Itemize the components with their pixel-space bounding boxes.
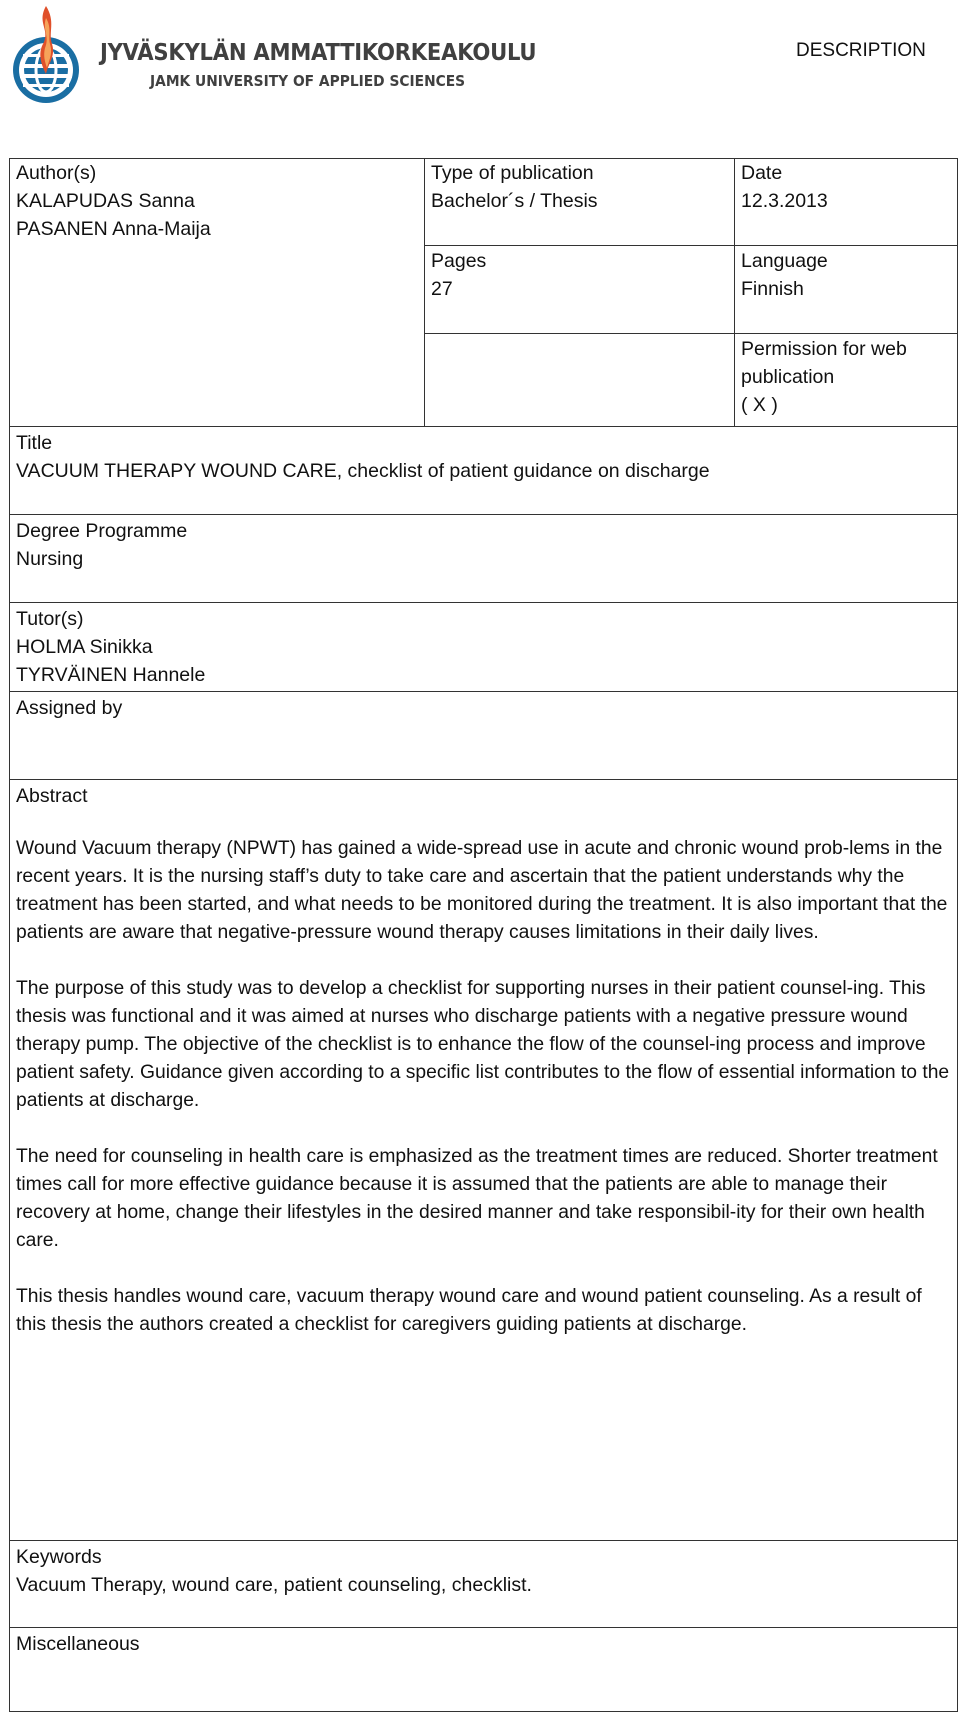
author-name: PASANEN Anna-Maija	[16, 218, 211, 240]
title-cell	[16, 429, 710, 485]
permission-value: ( X )	[741, 394, 778, 416]
grid-divider	[424, 159, 425, 426]
permission-label: Permission for web	[741, 338, 907, 360]
tutors-cell	[16, 605, 205, 689]
pages-label: Pages	[431, 250, 487, 272]
author-label: Author(s)	[16, 162, 97, 184]
publication-type-value: Bachelor´s / Thesis	[431, 190, 598, 212]
tutors-label: Tutor(s)	[16, 608, 84, 630]
permission-label: publication	[741, 366, 835, 388]
abstract-cell	[16, 782, 88, 810]
degree-value: Nursing	[16, 548, 84, 570]
grid-divider	[10, 426, 958, 427]
keywords-label: Keywords	[16, 1546, 102, 1568]
abstract-body	[16, 835, 954, 1367]
miscellaneous-cell	[16, 1630, 140, 1658]
date-cell	[741, 159, 828, 215]
permission-cell	[741, 335, 907, 419]
grid-divider	[424, 333, 958, 334]
date-label: Date	[741, 162, 783, 184]
institution-name: JYVÄSKYLÄN AMMATTIKORKEAKOULU	[100, 40, 537, 66]
abstract-paragraph: This thesis handles wound care, vacuum therapy wound care and wound patient counseling. As a result of this thesis the authors created a checklist for caregivers guiding patients at discharge.	[16, 1286, 922, 1335]
assigned-by-label: Assigned by	[16, 697, 123, 719]
abstract-paragraph: The need for counseling in health care is emphasized as the treatment times are reduced. Shorter treatment times call for more effective guidance because it is assumed that the patients are able to manage their recovery at home, change their lifestyles in the desired manner and take responsibil-ity for their own health care.	[16, 1146, 938, 1251]
language-cell	[741, 247, 828, 303]
keywords-value: Vacuum Therapy, wound care, patient counseling, checklist.	[16, 1574, 532, 1596]
grid-divider	[10, 514, 958, 515]
jamk-logo	[6, 4, 86, 106]
author-cell	[16, 159, 211, 243]
date-value: 12.3.2013	[741, 190, 828, 212]
keywords-cell	[16, 1543, 532, 1599]
grid-divider	[10, 779, 958, 780]
pages-cell	[431, 247, 486, 303]
degree-label: Degree Programme	[16, 520, 188, 542]
abstract-label: Abstract	[16, 785, 88, 807]
abstract-paragraph: Wound Vacuum therapy (NPWT) has gained a wide-spread use in acute and chronic wound prob-lems in the recent years. It is the nursing staff’s duty to take care and ascertain that the patient understands why the treatment has been started, and what needs to be monitored during the treatment. It is also important that the patients are aware that negative-pressure wound therapy causes limitations in their daily lives.	[16, 838, 948, 943]
publication-type-cell	[431, 159, 598, 215]
abstract-paragraph: The purpose of this study was to develop a checklist for supporting nurses in their patient counsel-ing. This thesis was functional and it was aimed at nurses who discharge patients with a negative pressure wound therapy pump. The objective of the checklist is to enhance the flow of the counsel-ing process and improve patient safety. Guidance given according to a specific list contributes to the flow of essential information to the patients at discharge.	[16, 978, 950, 1111]
degree-cell	[16, 517, 187, 573]
language-value: Finnish	[741, 278, 804, 300]
document-type: DESCRIPTION	[796, 40, 926, 61]
author-name: KALAPUDAS Sanna	[16, 190, 195, 212]
title-label: Title	[16, 432, 53, 454]
grid-divider	[10, 691, 958, 692]
grid-divider	[10, 602, 958, 603]
grid-divider	[10, 1627, 958, 1628]
grid-divider	[734, 159, 735, 426]
grid-divider	[10, 1540, 958, 1541]
miscellaneous-label: Miscellaneous	[16, 1633, 140, 1655]
grid-divider	[424, 245, 958, 246]
language-label: Language	[741, 250, 828, 272]
thesis-title: VACUUM THERAPY WOUND CARE, checklist of patient guidance on discharge	[16, 460, 710, 482]
assigned-by-cell	[16, 694, 122, 722]
tutor-name: TYRVÄINEN Hannele	[16, 664, 206, 686]
description-form	[9, 158, 958, 1712]
institution-subname: JAMK UNIVERSITY OF APPLIED SCIENCES	[150, 72, 466, 90]
publication-type-label: Type of publication	[431, 162, 594, 184]
pages-value: 27	[431, 278, 453, 300]
tutor-name: HOLMA Sinikka	[16, 636, 153, 658]
